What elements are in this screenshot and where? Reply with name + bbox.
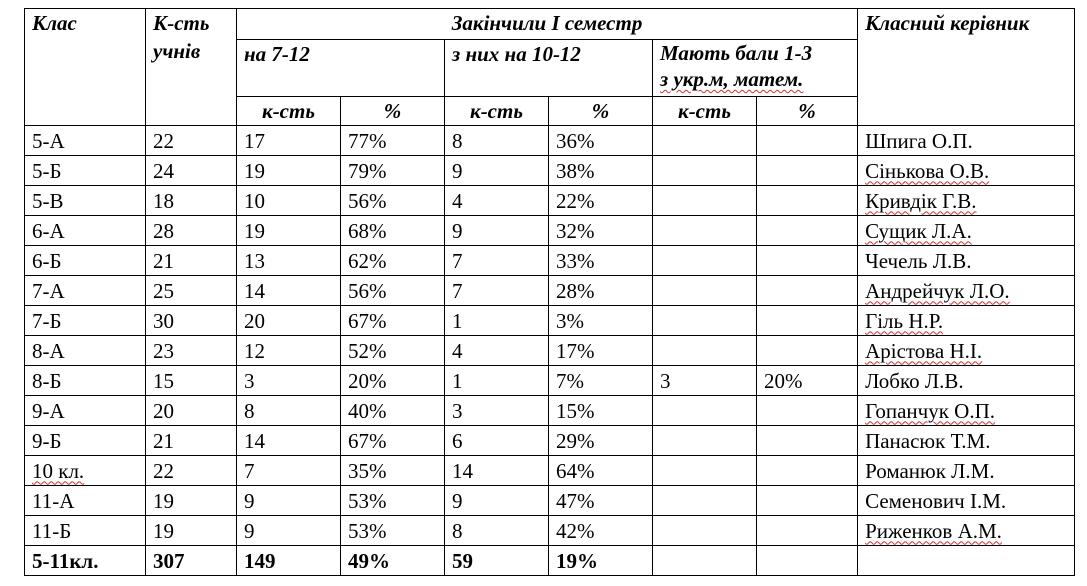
cell-n712-text: 19	[244, 218, 265, 243]
cell-kerivnyk	[858, 396, 1075, 426]
cell-n712	[237, 336, 341, 366]
cell-n1012-text: 59	[452, 548, 473, 573]
cell-kerivnyk	[858, 186, 1075, 216]
col-header-kst-1012: к-сть	[445, 97, 549, 126]
cell-klas-text: 6-А	[32, 218, 65, 243]
table-row	[25, 126, 1075, 156]
cell-p1012	[549, 426, 653, 456]
cell-p712-text: 53%	[348, 518, 387, 543]
cell-kerivnyk	[858, 516, 1075, 546]
cell-n1012-text: 1	[452, 308, 463, 333]
cell-n1012-text: 9	[452, 158, 463, 183]
cell-n13	[653, 156, 757, 186]
cell-kerivnyk	[858, 366, 1075, 396]
cell-p13	[757, 216, 858, 246]
table-body	[25, 126, 1075, 576]
cell-n1012	[445, 426, 549, 456]
cell-uchniv	[146, 126, 237, 156]
cell-n1012	[445, 306, 549, 336]
cell-n712	[237, 426, 341, 456]
table-row	[25, 246, 1075, 276]
cell-n712	[237, 516, 341, 546]
cell-klas	[25, 486, 146, 516]
table-row	[25, 276, 1075, 306]
cell-p712-text: 67%	[348, 428, 387, 453]
table-row	[25, 516, 1075, 546]
col-header-kst-uchniv-line1: К-сть	[153, 11, 210, 35]
cell-n1012-text: 9	[452, 218, 463, 243]
cell-n13	[653, 126, 757, 156]
cell-kerivnyk-text: Шпига О.П.	[865, 128, 973, 153]
col-header-pct-712: %	[341, 97, 445, 126]
cell-p1012	[549, 276, 653, 306]
cell-p1012-text: 15%	[556, 398, 595, 423]
cell-n13	[653, 396, 757, 426]
cell-uchniv-text: 18	[153, 188, 174, 213]
cell-n13	[653, 276, 757, 306]
col-header-klasnyi-kerivnyk: Класний керівник	[858, 9, 1075, 126]
cell-n13	[653, 216, 757, 246]
table-row	[25, 156, 1075, 186]
cell-p1012-text: 64%	[556, 458, 595, 483]
cell-n712-text: 7	[244, 458, 255, 483]
cell-n712	[237, 126, 341, 156]
cell-p1012	[549, 186, 653, 216]
cell-uchniv	[146, 546, 237, 576]
cell-p712	[341, 156, 445, 186]
cell-klas-text: 5-В	[32, 188, 64, 213]
cell-n712	[237, 186, 341, 216]
cell-p1012-text: 33%	[556, 248, 595, 273]
cell-p1012	[549, 336, 653, 366]
cell-klas-text: 5-А	[32, 128, 65, 153]
cell-klas-text: 10 кл.	[32, 458, 85, 483]
cell-n1012	[445, 336, 549, 366]
cell-p712-text: 62%	[348, 248, 387, 273]
cell-klas	[25, 186, 146, 216]
cell-kerivnyk-text: Чечель Л.В.	[865, 248, 972, 273]
cell-klas	[25, 156, 146, 186]
cell-p1012	[549, 216, 653, 246]
cell-p13-text: 20%	[764, 368, 803, 393]
cell-n1012-text: 4	[452, 188, 463, 213]
cell-n1012	[445, 396, 549, 426]
cell-n712-text: 149	[244, 548, 276, 573]
cell-kerivnyk-text: Сінькова О.В.	[865, 158, 990, 183]
cell-n712	[237, 366, 341, 396]
col-header-kst-uchniv-line2: учнів	[153, 39, 201, 63]
cell-p13	[757, 366, 858, 396]
cell-kerivnyk	[858, 276, 1075, 306]
cell-klas-text: 8-Б	[32, 368, 62, 393]
cell-n1012-text: 8	[452, 128, 463, 153]
table-row	[25, 186, 1075, 216]
cell-klas	[25, 426, 146, 456]
cell-n1012	[445, 276, 549, 306]
cell-n712-text: 9	[244, 488, 255, 513]
col-header-kst-13: к-сть	[653, 97, 757, 126]
cell-klas	[25, 126, 146, 156]
cell-uchniv-text: 24	[153, 158, 174, 183]
cell-uchniv-text: 15	[153, 368, 174, 393]
document-page	[24, 8, 1075, 576]
cell-klas	[25, 516, 146, 546]
cell-p712-text: 40%	[348, 398, 387, 423]
cell-uchniv	[146, 486, 237, 516]
cell-n1012	[445, 546, 549, 576]
cell-p712	[341, 456, 445, 486]
cell-p1012	[549, 306, 653, 336]
cell-n1012-text: 8	[452, 518, 463, 543]
cell-klas-text: 7-А	[32, 278, 65, 303]
cell-p712-text: 53%	[348, 488, 387, 513]
cell-uchniv-text: 30	[153, 308, 174, 333]
cell-n712	[237, 276, 341, 306]
cell-p13	[757, 546, 858, 576]
cell-n1012	[445, 516, 549, 546]
cell-n712	[237, 456, 341, 486]
cell-kerivnyk-text: Романюк Л.М.	[865, 458, 995, 483]
cell-p712-text: 49%	[348, 548, 390, 573]
cell-p1012	[549, 246, 653, 276]
cell-uchniv	[146, 156, 237, 186]
cell-klas	[25, 306, 146, 336]
cell-p13	[757, 456, 858, 486]
cell-p13	[757, 306, 858, 336]
cell-kerivnyk-text: Сущик Л.А.	[865, 218, 972, 243]
cell-p1012	[549, 126, 653, 156]
cell-uchniv	[146, 456, 237, 486]
cell-n712-text: 9	[244, 518, 255, 543]
cell-n13	[653, 246, 757, 276]
cell-uchniv	[146, 516, 237, 546]
cell-p712	[341, 306, 445, 336]
cell-klas	[25, 246, 146, 276]
cell-p1012	[549, 456, 653, 486]
table-row	[25, 366, 1075, 396]
cell-n712	[237, 546, 341, 576]
cell-kerivnyk	[858, 336, 1075, 366]
cell-kerivnyk	[858, 426, 1075, 456]
cell-p1012-text: 7%	[556, 368, 584, 393]
cell-uchniv	[146, 246, 237, 276]
cell-n1012-text: 7	[452, 248, 463, 273]
cell-uchniv	[146, 336, 237, 366]
cell-n712	[237, 486, 341, 516]
cell-p712-text: 35%	[348, 458, 387, 483]
cell-klas-text: 6-Б	[32, 248, 62, 273]
cell-p712	[341, 276, 445, 306]
cell-n13	[653, 336, 757, 366]
cell-kerivnyk	[858, 216, 1075, 246]
cell-kerivnyk	[858, 126, 1075, 156]
cell-kerivnyk	[858, 156, 1075, 186]
cell-p712-text: 67%	[348, 308, 387, 333]
cell-kerivnyk-text: Андрейчук Л.О.	[865, 278, 1010, 303]
cell-kerivnyk-text: Гопанчук О.П.	[865, 398, 995, 423]
cell-n1012-text: 1	[452, 368, 463, 393]
cell-uchniv-text: 20	[153, 398, 174, 423]
cell-p13	[757, 426, 858, 456]
cell-klas	[25, 396, 146, 426]
cell-n712-text: 20	[244, 308, 265, 333]
cell-uchniv	[146, 276, 237, 306]
cell-n712-text: 17	[244, 128, 265, 153]
cell-p712-text: 56%	[348, 188, 387, 213]
cell-p13	[757, 486, 858, 516]
cell-uchniv-text: 307	[153, 548, 185, 573]
cell-p1012	[549, 156, 653, 186]
cell-klas-text: 11-Б	[32, 518, 72, 543]
cell-kerivnyk-text: Арістова Н.І.	[865, 338, 983, 363]
cell-n1012-text: 7	[452, 278, 463, 303]
cell-uchniv-text: 22	[153, 458, 174, 483]
col-header-klas: Клас	[25, 9, 146, 126]
cell-p712	[341, 366, 445, 396]
cell-klas-text: 11-А	[32, 488, 75, 513]
cell-uchniv-text: 23	[153, 338, 174, 363]
cell-p1012-text: 47%	[556, 488, 595, 513]
cell-klas-text: 8-А	[32, 338, 65, 363]
cell-p13	[757, 156, 858, 186]
cell-n712-text: 14	[244, 428, 265, 453]
cell-n13	[653, 186, 757, 216]
cell-kerivnyk	[858, 246, 1075, 276]
cell-p712	[341, 336, 445, 366]
cell-klas-text: 9-Б	[32, 428, 62, 453]
col-header-z-nykh-10-12: з них на 10-12	[445, 40, 653, 97]
cell-kerivnyk	[858, 546, 1075, 576]
cell-p1012-text: 42%	[556, 518, 595, 543]
cell-p712-text: 79%	[348, 158, 387, 183]
cell-n1012	[445, 126, 549, 156]
cell-n1012	[445, 216, 549, 246]
cell-klas-text: 9-А	[32, 398, 65, 423]
cell-n1012-text: 4	[452, 338, 463, 363]
cell-kerivnyk-text: Гіль Н.Р.	[865, 308, 944, 333]
cell-n712	[237, 156, 341, 186]
cell-uchniv-text: 22	[153, 128, 174, 153]
cell-n13	[653, 486, 757, 516]
table-row	[25, 336, 1075, 366]
col-header-na-7-12: на 7-12	[237, 40, 445, 97]
col-header-mayut-baly-line2: з укр.м, матем.	[660, 67, 804, 91]
cell-p1012	[549, 516, 653, 546]
cell-n1012	[445, 366, 549, 396]
cell-p712	[341, 216, 445, 246]
cell-kerivnyk-text: Риженков А.М.	[865, 518, 1002, 543]
cell-p712	[341, 426, 445, 456]
cell-n13-text: 3	[660, 368, 671, 393]
cell-n712-text: 13	[244, 248, 265, 273]
cell-p1012-text: 28%	[556, 278, 595, 303]
cell-p712-text: 68%	[348, 218, 387, 243]
cell-klas-text: 5-11кл.	[32, 548, 99, 573]
table-row	[25, 306, 1075, 336]
cell-n1012	[445, 246, 549, 276]
cell-n712-text: 14	[244, 278, 265, 303]
cell-uchniv-text: 19	[153, 488, 174, 513]
semester-results-table	[24, 8, 1075, 576]
header-row-1	[25, 9, 1075, 40]
cell-uchniv	[146, 306, 237, 336]
cell-uchniv	[146, 396, 237, 426]
cell-n712	[237, 216, 341, 246]
cell-p712	[341, 246, 445, 276]
cell-n712-text: 12	[244, 338, 265, 363]
cell-p712	[341, 126, 445, 156]
cell-kerivnyk	[858, 486, 1075, 516]
table-row	[25, 216, 1075, 246]
cell-p712	[341, 396, 445, 426]
cell-p712	[341, 186, 445, 216]
cell-p1012	[549, 396, 653, 426]
cell-uchniv-text: 25	[153, 278, 174, 303]
cell-klas-text: 7-Б	[32, 308, 62, 333]
cell-kerivnyk	[858, 456, 1075, 486]
cell-uchniv-text: 21	[153, 248, 174, 273]
cell-kerivnyk-text: Лобко Л.В.	[865, 368, 964, 393]
cell-p13	[757, 276, 858, 306]
cell-n1012-text: 14	[452, 458, 473, 483]
cell-n712-text: 3	[244, 368, 255, 393]
cell-uchniv-text: 28	[153, 218, 174, 243]
col-header-pct-1012: %	[549, 97, 653, 126]
cell-kerivnyk	[858, 306, 1075, 336]
cell-n712-text: 10	[244, 188, 265, 213]
cell-p712-text: 52%	[348, 338, 387, 363]
cell-n1012	[445, 486, 549, 516]
table-row	[25, 486, 1075, 516]
cell-klas	[25, 216, 146, 246]
cell-p1012	[549, 546, 653, 576]
cell-p13	[757, 336, 858, 366]
cell-n1012-text: 9	[452, 488, 463, 513]
cell-kerivnyk-text: Кривдік Г.В.	[865, 188, 977, 213]
cell-klas	[25, 456, 146, 486]
cell-p1012	[549, 366, 653, 396]
total-row	[25, 546, 1075, 576]
cell-p13	[757, 246, 858, 276]
cell-p1012-text: 32%	[556, 218, 595, 243]
cell-p712	[341, 516, 445, 546]
cell-p712	[341, 486, 445, 516]
cell-p1012-text: 36%	[556, 128, 595, 153]
col-header-kst-712: к-сть	[237, 97, 341, 126]
cell-klas-text: 5-Б	[32, 158, 62, 183]
col-header-zakinchyly: Закінчили І семестр	[237, 9, 858, 40]
cell-p1012-text: 22%	[556, 188, 595, 213]
cell-n1012-text: 3	[452, 398, 463, 423]
cell-p13	[757, 516, 858, 546]
cell-p1012-text: 3%	[556, 308, 584, 333]
cell-p712-text: 20%	[348, 368, 387, 393]
cell-klas	[25, 336, 146, 366]
cell-n13	[653, 546, 757, 576]
cell-p1012-text: 19%	[556, 548, 598, 573]
col-header-mayut-baly	[653, 40, 858, 97]
cell-n13	[653, 516, 757, 546]
cell-kerivnyk-text: Панасюк Т.М.	[865, 428, 991, 453]
cell-p13	[757, 126, 858, 156]
cell-klas	[25, 546, 146, 576]
cell-p13	[757, 186, 858, 216]
cell-n1012	[445, 186, 549, 216]
cell-p712-text: 77%	[348, 128, 387, 153]
cell-p712	[341, 546, 445, 576]
cell-n13	[653, 366, 757, 396]
cell-uchniv	[146, 186, 237, 216]
cell-p712-text: 56%	[348, 278, 387, 303]
cell-uchniv	[146, 426, 237, 456]
cell-n712-text: 8	[244, 398, 255, 423]
cell-n712-text: 19	[244, 158, 265, 183]
table-row	[25, 426, 1075, 456]
cell-uchniv	[146, 366, 237, 396]
cell-n13	[653, 306, 757, 336]
col-header-pct-13: %	[757, 97, 858, 126]
table-row	[25, 396, 1075, 426]
cell-p1012-text: 29%	[556, 428, 595, 453]
cell-uchniv-text: 21	[153, 428, 174, 453]
cell-klas	[25, 366, 146, 396]
cell-n712	[237, 396, 341, 426]
cell-p13	[757, 396, 858, 426]
table-row	[25, 456, 1075, 486]
cell-n1012-text: 6	[452, 428, 463, 453]
col-header-mayut-baly-line1: Мають бали 1-3	[660, 41, 813, 65]
cell-n712	[237, 246, 341, 276]
cell-n13	[653, 426, 757, 456]
cell-p1012-text: 38%	[556, 158, 595, 183]
cell-uchniv-text: 19	[153, 518, 174, 543]
cell-n712	[237, 306, 341, 336]
cell-p1012	[549, 486, 653, 516]
cell-kerivnyk-text: Семенович І.М.	[865, 488, 1007, 513]
cell-p1012-text: 17%	[556, 338, 595, 363]
cell-n13	[653, 456, 757, 486]
col-header-kst-uchniv	[146, 9, 237, 126]
cell-uchniv	[146, 216, 237, 246]
cell-n1012	[445, 456, 549, 486]
cell-klas	[25, 276, 146, 306]
cell-n1012	[445, 156, 549, 186]
